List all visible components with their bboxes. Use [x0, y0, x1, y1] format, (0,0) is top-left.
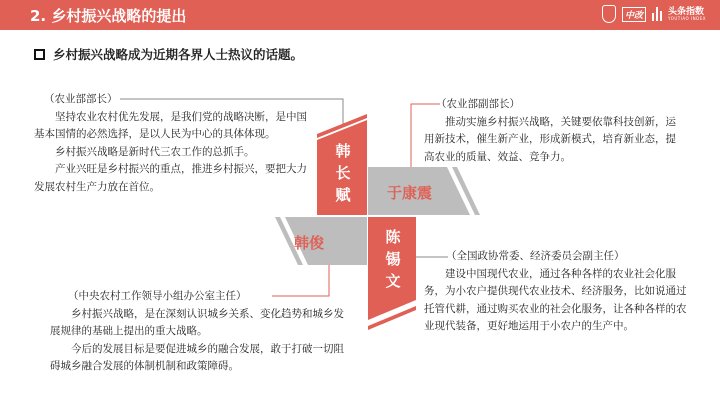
name-chen-xiwen: 陈 锡 文 [385, 228, 401, 290]
name-han-changfu: 韩 长 赋 [335, 142, 351, 204]
quote-han-jun: （中央农村工作领导小组办公室主任） 乡村振兴战略，是在深刻认识城乡关系、变化趋势和城乡发展规律的基础上提出的重大战略。 今后的发展目标是要促进城乡的融合发展，敢于打破一切阻碍城乡融合发展的体制机制和政策障碍。 [50, 290, 344, 372]
name-yu-kangzhen: 于康震 [387, 184, 433, 202]
page-title: 2. 乡村振兴战略的提出 [30, 7, 187, 25]
quote-han-changfu: （农业部部长） 坚持农业农村优先发展，是我们党的战略决断，是中国基本国情的必然选择，是以人民为中心的具体体现。 乡村振兴战略是新时代三农工作的总抓手。 产业兴旺是乡村振兴的重点，推进乡村振兴，要把大力发展农村生产力放在首位。 [34, 93, 307, 193]
quote-chen-xiwen: （全国政协常委、经济委员会副主任） 建设中国现代农业，通过各种各样的农业社会化服务，为小农户提供现代农业技术、经济服务，比如说通过托管代耕，通过购买农业的社会化服务，让各种各样的农业现代装备，更好地运用于小农户的生产中。 [424, 250, 687, 332]
brand-logo: 头条指数 YOUTIAO INDEX [667, 6, 706, 21]
quote-yu-kangzhen: （农业部副部长） 推动实施乡村振兴战略，关键要依靠科技创新，运用新技术，催生新产业，形成新模式，培育新业态，提高农业的质量、效益、竞争力。 [424, 98, 676, 163]
subtitle: 乡村振兴战略成为近期各界人士热议的话题。 [34, 45, 303, 63]
name-han-jun: 韩俊 [294, 234, 325, 252]
partner-logo: 中改 [622, 7, 646, 22]
